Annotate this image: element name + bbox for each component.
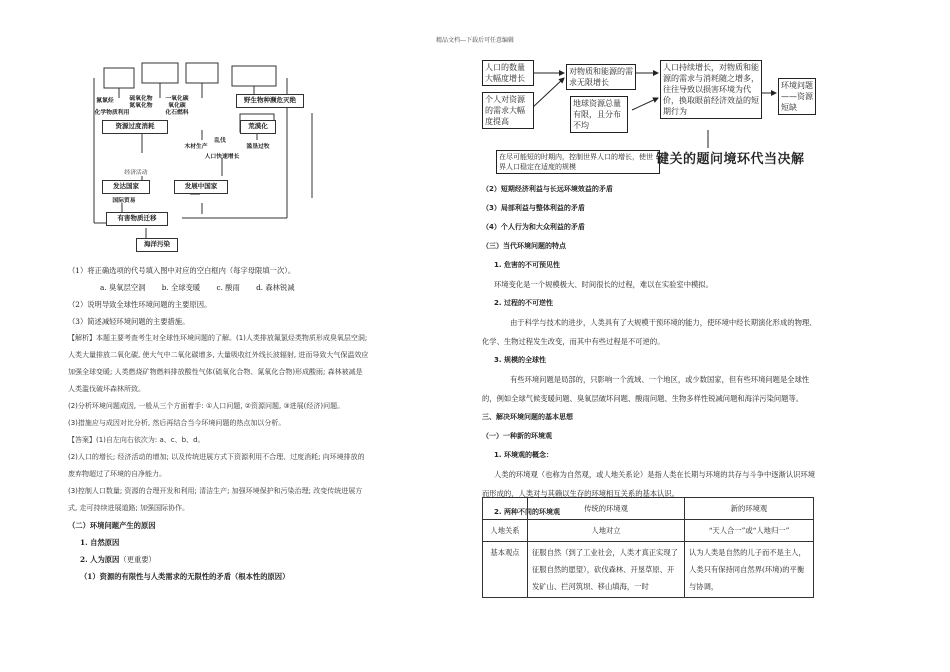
question-1: （1）将正确选项的代号填入图中对应的空白框内（每字母限填一次）。: [68, 266, 296, 275]
label-carbon-oxide: 氧化碳: [168, 103, 186, 109]
contradiction-2: （2）短期经济利益与长远环境效益的矛盾: [482, 185, 613, 193]
table-cell: 征服自然（到了工业社会，人类才真正实现了征服自然的愿望），砍伐森林、开垦草原、开发矿山、拦河筑坝、移山填海，一时: [528, 542, 685, 598]
label-carbon-monoxide: 一氧化碳: [165, 96, 189, 102]
table-cell: 认为人类是自然的儿子而不是主人，人类只有保持同自然界(环境)的平衡与协调，: [685, 542, 814, 598]
table-cell: 人地关系: [483, 520, 528, 542]
analysis-line: (3)措施应与成因对比分析, 然后再结合当今环境问题的热点加以分析。: [68, 419, 286, 427]
box-developed: 发达国家: [102, 180, 150, 194]
table-header: 传统的环境观: [528, 498, 685, 520]
mirrored-banner: 键关的题问境环代当决解: [656, 152, 805, 167]
label-trade: 国际贸易: [112, 198, 136, 204]
cause-human-line: [68, 551, 448, 568]
answer-line: 式, 走可持续进展道路; 加强国际协作。: [68, 504, 190, 512]
table-cell: 基本观点: [483, 542, 528, 598]
flow-box-resource-shortage: 环境问题——资源短缺: [778, 78, 816, 115]
cause-human-1: （1）资源的有限性与人类需求的无限性的矛盾（根本性的原因）: [80, 572, 290, 581]
table-cell: [483, 498, 528, 520]
cause-human: 2. 人为原因: [80, 555, 120, 564]
feature-1-text: 环境变化是一个规模极大、时间很长的过程，难以在实验室中模拟。: [494, 280, 713, 289]
flow-box-limited-resources: 地球资源总量有限，且分布不均: [570, 96, 628, 133]
label-sulfur-oxides: 硫氧化物: [129, 96, 153, 102]
feature-3-title: 3. 规模的全球性: [494, 356, 546, 364]
flow-box-control-population: 在尽可能短的时期内，控制世界人口的增长，使世界人口稳定在适度的规模: [496, 150, 660, 174]
concept-text: 人类的环境观（也称为自然观，或人地关系论）是指人类在长期与环境的共存与斗争中逐渐认识环境而形成的，人类对与其赖以生存的环境相互关系的基本认识。: [482, 470, 816, 498]
box-species-crisis: 野生物种濒危灭绝: [236, 94, 304, 108]
label-timber: 木材生产: [184, 144, 208, 150]
answer-line: (2)人口的增长; 经济活动的增加; 以及传统进展方式下资源利用不合理、过度消耗; 向环境排放的: [68, 453, 365, 461]
table-row: [483, 542, 814, 598]
feature-2-text: 由于科学与技术的进步，人类具有了大规模干预环境的能力，使环境中经长期演化形成的物理、化学、生物过程发生改变，而其中有些过程是不可逆的。: [482, 318, 817, 346]
answer-line: 废弃物超过了环境的自净能力。: [68, 470, 166, 478]
analysis-line: (2)分析环境问题成因, 一般从三个方面着手: ①人口问题, ②资源问题, ③进展(经济)问题。: [68, 402, 345, 410]
analysis-line: 【解析】本题主要考查考生对全球性环境问题的了解。(1)人类排放氟氯烃类物质形成臭氧层空洞;: [68, 334, 368, 342]
answer-line: 【答案】(1)自左向右依次为: a、c、b、d。: [68, 436, 205, 444]
feature-1-title: 1. 危害的不可预见性: [494, 261, 560, 269]
table-header: 新的环境观: [685, 498, 814, 520]
box-developing: 发展中国家: [174, 180, 228, 194]
section-features: （三）当代环境问题的特点: [482, 242, 566, 250]
cause-human-note: （更重要）: [119, 555, 156, 564]
views-comparison-table: [482, 497, 814, 598]
label-econ-activity: 经济活动: [124, 170, 148, 176]
section-causes: （二）环境问题产生的原因: [68, 521, 156, 530]
two-views-title: 2. 两种不同的环境观: [494, 508, 560, 516]
table-cell: “天人合一”或“人地归一”: [685, 520, 814, 542]
cause-natural: 1. 自然原因: [80, 538, 120, 547]
table-cell: 人地对立: [528, 520, 685, 542]
box-ocean-pollution: 海洋污染: [136, 238, 178, 252]
option-d: d. 森林锐减: [256, 283, 295, 292]
label-chem-use: 化学物质利用: [94, 110, 130, 116]
label-fossil-fuel: 化石燃料: [165, 110, 189, 116]
box-toxic-transfer: 有害物质迁移: [106, 212, 168, 226]
answer-line: (3)控制人口数量; 资源的合理开发和利用; 清洁生产; 加强环境保护和污染治理; 改变传统进展方: [68, 487, 363, 495]
label-cfc: 氟氯烃: [96, 98, 114, 104]
label-population: 人口快速增长: [204, 154, 240, 160]
flow-box-personal-demand: 个人对资源的需求大幅度提高: [482, 92, 534, 129]
feature-3-text: 有些环境问题是局部的，只影响一个流域、一个地区，或少数国家，但有些环境问题是全球性的，例如全球气候变暖问题、臭氧层破坏问题、酸雨问题、生物多样性锐减问题和海洋污染问题等。: [482, 375, 810, 403]
section-solution: 三、解决环境问题的基本思想: [482, 413, 573, 421]
analysis-line: 人类滥伐破坏森林所致。: [68, 385, 145, 393]
option-c: c. 酸雨: [216, 283, 240, 292]
option-b: b. 全球变暖: [161, 283, 201, 292]
analysis-block: [68, 330, 448, 517]
table-row: [483, 520, 814, 542]
flow-box-unlimited-demand: 对物质和能源的需求无限增长: [566, 64, 636, 90]
box-desertification: 荒漠化: [240, 120, 276, 134]
concept-title: 1. 环境观的概念：: [494, 451, 553, 459]
environment-problem-diagram: [82, 58, 352, 258]
label-nitrogen-oxides: 氮氧化物: [129, 103, 153, 109]
question-3: （3）简述减轻环境问题的主要措施。: [68, 317, 190, 326]
option-a: a. 臭氧层空洞: [100, 283, 146, 292]
analysis-line: 人类大量排放二氧化碳, 使大气中二氧化碳增多, 大量吸收红外线长波辐射, 进而导致大气保温效应: [68, 351, 369, 359]
feature-2-title: 2. 过程的不可逆性: [494, 299, 553, 307]
contradiction-4: （4）个人行为和大众利益的矛盾: [482, 223, 585, 231]
flow-box-short-term-behavior: 人口持续增长，对物质和能源的需求与消耗随之增多，往往导致以损害环境为代价，换取眼前经济效益的短期行为: [660, 60, 762, 119]
left-column: [68, 58, 448, 585]
flow-box-population-growth: 人口的数量大幅度增长: [482, 60, 534, 86]
right-column: [482, 180, 822, 522]
page-header: 精品文档---下载后可任意编辑: [435, 37, 515, 44]
analysis-line: 加强全球变暖; 人类燃烧矿物燃料排放酸性气体(硫氧化合物、氮氧化合物)形成酸雨; 森林被减是: [68, 368, 363, 376]
contradiction-3: （3）局部利益与整体利益的矛盾: [482, 204, 585, 212]
box-resource-overuse: 资源过度消耗: [102, 120, 168, 134]
label-overgrazing: 滥垦过牧: [246, 144, 270, 150]
table-header-row: [483, 498, 814, 520]
options-line: [68, 279, 448, 296]
subsection-new-view: （一）一种新的环境观: [482, 432, 552, 440]
label-deforest: 乱伐: [214, 138, 226, 144]
question-2: （2）说明导致全球性环境问题的主要原因。: [68, 300, 212, 309]
